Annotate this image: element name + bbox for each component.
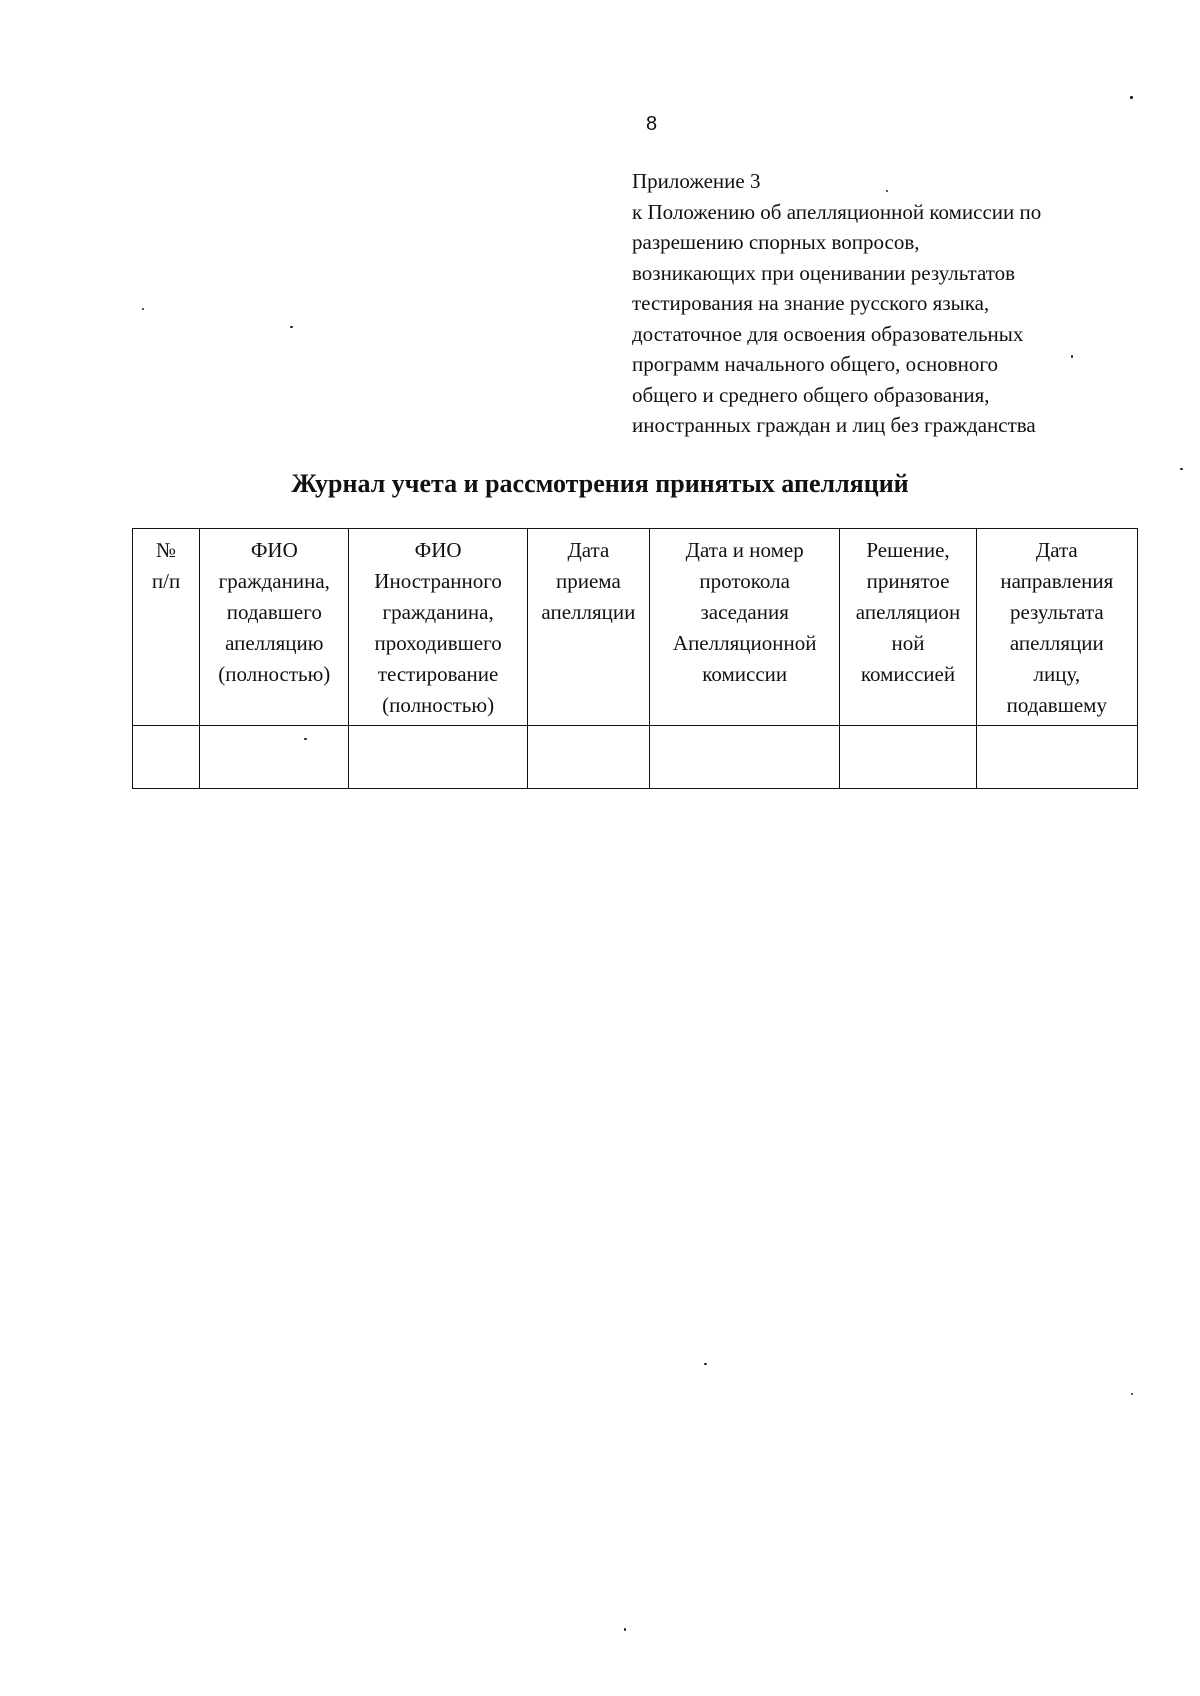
document-title: Журнал учета и рассмотрения принятых апелляций [291, 469, 909, 498]
table-cell [200, 726, 349, 789]
table-row [133, 726, 1138, 789]
header-result-sent-date [976, 529, 1137, 726]
scan-speck [624, 1628, 626, 1631]
table-cell [976, 726, 1137, 789]
header-line: направления [1000, 569, 1114, 593]
header-number [133, 529, 200, 726]
appendix-line: Приложение 3 [632, 169, 761, 193]
scan-speck [1130, 96, 1133, 99]
table-cell [349, 726, 527, 789]
header-line: лицу, [1033, 662, 1081, 686]
header-line: Решение, [866, 538, 950, 562]
appendix-line: общего и среднего общего образования, [632, 382, 990, 407]
header-line: подавшего [226, 600, 322, 624]
header-line: гражданина, [218, 569, 330, 593]
table-header-row [133, 529, 1138, 726]
scan-speck [704, 1363, 707, 1365]
header-line: Дата [567, 538, 610, 562]
header-line: Дата [1035, 538, 1078, 562]
scan-speck [1131, 1393, 1133, 1395]
header-line: тестирование [377, 662, 499, 686]
appendix-line: иностранных граждан и лиц без гражданства [632, 413, 1036, 437]
header-line: комиссией [860, 662, 956, 686]
header-line: заседания [700, 600, 789, 624]
header-line: Дата и номер [685, 538, 804, 562]
header-line: апелляцион [855, 600, 961, 624]
scan-speck [1180, 468, 1183, 470]
header-line: протокола [699, 569, 790, 593]
header-line: комиссии [702, 662, 788, 686]
header-line: ной [891, 631, 925, 655]
appendix-note [632, 166, 1102, 441]
header-receipt-date [527, 529, 649, 726]
header-decision [840, 529, 976, 726]
header-line: № [156, 538, 177, 562]
header-line: (полностью) [382, 693, 495, 717]
page-number: 8 [646, 113, 658, 135]
header-line: (полностью) [218, 662, 331, 686]
scan-speck [290, 326, 293, 328]
header-line: апелляцию [225, 631, 324, 655]
header-citizen-name [200, 529, 349, 726]
header-line: ФИО [250, 538, 298, 562]
header-line: Апелляционной [672, 631, 817, 655]
appendix-line: программ начального общего, основного [632, 352, 999, 376]
header-line: апелляции [541, 600, 636, 624]
scan-speck [142, 308, 144, 310]
header-line: апелляции [1009, 631, 1104, 655]
appendix-line: тестирования на знание русского языка, [632, 291, 990, 315]
scan-speck [304, 738, 307, 740]
header-line: гражданина, [382, 600, 494, 624]
header-line: принятое [866, 569, 950, 593]
scan-speck [1071, 355, 1073, 358]
table-cell [527, 726, 649, 789]
header-line: проходившего [374, 631, 502, 655]
header-line: Иностранного [374, 569, 502, 593]
appendix-line: к Положению об апелляционной комиссии по [632, 199, 1042, 224]
header-line: результата [1009, 600, 1104, 624]
appendix-line: возникающих при оценивании результатов [632, 260, 1016, 285]
header-foreign-citizen-name [349, 529, 527, 726]
appendix-line: разрешению спорных вопросов, [632, 230, 920, 254]
header-line: п/п [151, 569, 181, 593]
scan-speck [886, 190, 888, 192]
header-protocol [650, 529, 840, 726]
appendix-line: достаточное для освоения образовательных [632, 321, 1024, 346]
header-line: подавшему [1006, 693, 1107, 717]
table-cell [840, 726, 976, 789]
appeals-journal-table [132, 528, 1138, 789]
table-cell [133, 726, 200, 789]
header-line: приема [556, 569, 621, 593]
table-cell [650, 726, 840, 789]
header-line: ФИО [414, 538, 462, 562]
